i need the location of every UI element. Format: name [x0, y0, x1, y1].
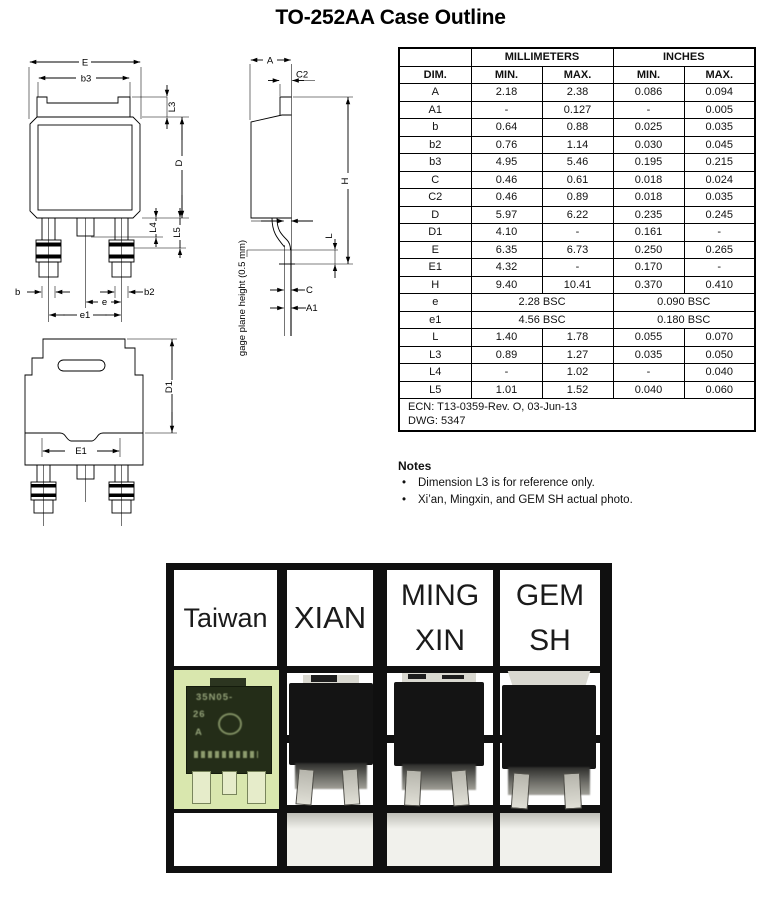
- photo-label-gemsh: [500, 570, 600, 666]
- photo-label-line: GEM: [515, 579, 585, 612]
- dim-label-e: e: [101, 297, 108, 308]
- table-row: [399, 311, 755, 329]
- package-lead: [295, 768, 314, 805]
- table-cell: L3: [399, 346, 471, 364]
- package-marking: 35N05-: [196, 692, 234, 703]
- package-body: [394, 682, 484, 766]
- table-cell: 0.127: [542, 101, 613, 119]
- table-cell: C2: [399, 189, 471, 207]
- table-cell: 0.265: [684, 241, 755, 259]
- table-cell: 0.018: [613, 189, 684, 207]
- table-cell: -: [684, 224, 755, 242]
- package-marking: A: [195, 727, 203, 738]
- in-min-header: MIN.: [613, 66, 684, 84]
- photo-cell: [387, 813, 493, 866]
- table-cell: 0.180 BSC: [613, 311, 755, 329]
- table-cell: 1.01: [471, 381, 542, 399]
- photo-label-line: XIN: [414, 624, 465, 657]
- table-row: [399, 329, 755, 347]
- table-cell: -: [542, 224, 613, 242]
- dim-label-L4: L4: [148, 222, 159, 233]
- table-cell: 4.32: [471, 259, 542, 277]
- table-row: [399, 346, 755, 364]
- package-tab-notch: [408, 674, 426, 679]
- photo-label-line: MING: [400, 579, 480, 612]
- table-cell: b: [399, 119, 471, 137]
- table-row: [399, 259, 755, 277]
- table-cell: 0.89: [542, 189, 613, 207]
- package-lead: [247, 771, 266, 804]
- table-cell: E1: [399, 259, 471, 277]
- dim-label-E: E: [81, 57, 89, 69]
- package-lead: [450, 769, 469, 806]
- table-cell: 0.46: [471, 171, 542, 189]
- package-body: [502, 685, 596, 769]
- inches-header: INCHES: [613, 48, 755, 66]
- dim-label-C2: C2: [296, 69, 309, 81]
- dim-label-C: C: [306, 285, 313, 296]
- dim-label-D1: D1: [164, 380, 175, 394]
- table-footer-row: [399, 399, 755, 432]
- in-max-header: MAX.: [684, 66, 755, 84]
- table-row: [399, 381, 755, 399]
- table-cell: 0.060: [684, 381, 755, 399]
- dim-table-body: [399, 84, 755, 399]
- table-cell: H: [399, 276, 471, 294]
- photo-label-line: XIAN: [293, 600, 367, 635]
- note-item: [402, 493, 748, 507]
- package-tab-notch: [311, 675, 337, 682]
- table-cell: 0.245: [684, 206, 755, 224]
- table-corner-cell: [399, 48, 471, 66]
- table-row: [399, 154, 755, 172]
- table-unit-header-row: [399, 48, 755, 66]
- table-cell: 6.73: [542, 241, 613, 259]
- table-row: [399, 119, 755, 137]
- package-lead: [404, 770, 422, 807]
- table-cell: 0.040: [684, 364, 755, 382]
- package-lead: [563, 773, 582, 810]
- note-text: Xi’an, Mingxin, and GEM SH actual photo.: [418, 494, 633, 506]
- table-cell: b2: [399, 136, 471, 154]
- dim-label-E1: E1: [75, 446, 87, 457]
- table-cell: 2.28 BSC: [471, 294, 613, 312]
- dwg-line: DWG: 5347: [408, 414, 466, 427]
- dim-label-b3: b3: [80, 73, 92, 85]
- table-cell: 0.410: [684, 276, 755, 294]
- photo-cell: [500, 813, 600, 866]
- package-gemsh: [502, 671, 596, 803]
- package-marking-strip: [194, 751, 258, 758]
- package-taiwan: [186, 678, 270, 808]
- table-cell: D: [399, 206, 471, 224]
- table-cell: 0.040: [613, 381, 684, 399]
- table-cell: 1.27: [542, 346, 613, 364]
- package-body: [289, 683, 373, 765]
- table-cell: D1: [399, 224, 471, 242]
- table-row: [399, 364, 755, 382]
- package-lead: [342, 768, 360, 805]
- table-cell: 0.086: [613, 84, 684, 102]
- notes-heading: Notes: [398, 459, 432, 473]
- bullet-icon: •: [402, 494, 407, 506]
- dim-label-A1: A1: [306, 303, 318, 314]
- table-cell: 1.14: [542, 136, 613, 154]
- package-body: [186, 686, 272, 774]
- dim-label-L3: L3: [167, 101, 178, 113]
- table-cell: 0.025: [613, 119, 684, 137]
- table-cell: 4.10: [471, 224, 542, 242]
- photo-label-xian: [287, 570, 373, 666]
- notes-section: [398, 459, 748, 510]
- table-row: [399, 276, 755, 294]
- table-cell: -: [542, 259, 613, 277]
- package-xian: [289, 675, 373, 801]
- table-row: [399, 84, 755, 102]
- photo-label-line: SH: [529, 624, 571, 657]
- table-cell: 0.61: [542, 171, 613, 189]
- dim-label-b: b: [15, 287, 21, 298]
- table-row: [399, 241, 755, 259]
- table-cell: 0.035: [613, 346, 684, 364]
- mm-max-header: MAX.: [542, 66, 613, 84]
- table-row: [399, 171, 755, 189]
- package-marking: 26: [193, 709, 206, 720]
- dim-label-H: H: [340, 177, 351, 185]
- ecn-line: ECN: T13-0359-Rev. O, 03-Jun-13: [408, 401, 577, 413]
- table-cell: C: [399, 171, 471, 189]
- millimeters-header: MILLIMETERS: [471, 48, 613, 66]
- dim-label-D: D: [174, 159, 185, 167]
- table-cell: 2.38: [542, 84, 613, 102]
- table-row: [399, 294, 755, 312]
- table-cell: 1.78: [542, 329, 613, 347]
- logo-circle-icon: [218, 713, 242, 735]
- table-cell: 4.95: [471, 154, 542, 172]
- bullet-icon: •: [402, 477, 407, 489]
- table-cell: E: [399, 241, 471, 259]
- table-cell: 0.161: [613, 224, 684, 242]
- dim-header: DIM.: [399, 66, 471, 84]
- table-cell: 0.250: [613, 241, 684, 259]
- table-cell: 0.89: [471, 346, 542, 364]
- table-cell: 0.018: [613, 171, 684, 189]
- table-cell: 0.005: [684, 101, 755, 119]
- dim-label-A: A: [266, 55, 274, 67]
- table-cell: A: [399, 84, 471, 102]
- mm-min-header: MIN.: [471, 66, 542, 84]
- gage-plane-note: gage plane height (0.5 mm): [237, 239, 248, 357]
- table-cell: 1.40: [471, 329, 542, 347]
- table-cell: 0.370: [613, 276, 684, 294]
- photo-label-taiwan: [174, 570, 277, 666]
- table-cell: 2.18: [471, 84, 542, 102]
- table-cell: 0.195: [613, 154, 684, 172]
- photo-cell: [174, 813, 277, 866]
- table-cell: 6.22: [542, 206, 613, 224]
- dim-label-b2: b2: [144, 287, 155, 298]
- dim-label-e1: e1: [79, 310, 91, 321]
- table-cell: 1.52: [542, 381, 613, 399]
- photo-panel: [166, 563, 612, 873]
- table-cell: 4.56 BSC: [471, 311, 613, 329]
- table-cell: -: [471, 364, 542, 382]
- table-column-header-row: [399, 66, 755, 84]
- table-row: [399, 136, 755, 154]
- table-cell: 0.76: [471, 136, 542, 154]
- table-cell: 5.46: [542, 154, 613, 172]
- package-tab-notch: [442, 675, 464, 679]
- table-cell: L: [399, 329, 471, 347]
- page-title: TO-252AA Case Outline: [275, 6, 506, 29]
- table-row: [399, 101, 755, 119]
- table-cell: 9.40: [471, 276, 542, 294]
- table-cell: L4: [399, 364, 471, 382]
- table-cell: 0.055: [613, 329, 684, 347]
- table-cell: e1: [399, 311, 471, 329]
- package-mingxin: [394, 673, 484, 801]
- photo-cell: [287, 813, 373, 866]
- table-cell: A1: [399, 101, 471, 119]
- side-view-drawing: [225, 40, 390, 375]
- table-row: [399, 224, 755, 242]
- dim-label-L: L: [324, 233, 335, 239]
- bottom-view-drawing: [5, 330, 210, 535]
- table-cell: -: [471, 101, 542, 119]
- table-cell: -: [684, 259, 755, 277]
- table-cell: 0.094: [684, 84, 755, 102]
- table-cell: 0.035: [684, 189, 755, 207]
- front-view-drawing: [5, 40, 205, 330]
- table-cell: L5: [399, 381, 471, 399]
- table-cell: 0.045: [684, 136, 755, 154]
- table-cell: 5.97: [471, 206, 542, 224]
- table-cell: 0.024: [684, 171, 755, 189]
- table-cell: b3: [399, 154, 471, 172]
- table-cell: 0.035: [684, 119, 755, 137]
- table-cell: 1.02: [542, 364, 613, 382]
- ecn-cell: [399, 399, 755, 432]
- table-cell: 0.090 BSC: [613, 294, 755, 312]
- table-cell: 0.235: [613, 206, 684, 224]
- table-cell: 6.35: [471, 241, 542, 259]
- table-cell: 0.46: [471, 189, 542, 207]
- table-cell: 0.215: [684, 154, 755, 172]
- table-cell: 0.030: [613, 136, 684, 154]
- table-cell: 0.64: [471, 119, 542, 137]
- package-lead: [192, 771, 211, 804]
- photo-label-line: Taiwan: [183, 602, 268, 633]
- package-lead: [511, 772, 530, 809]
- table-cell: 0.050: [684, 346, 755, 364]
- table-cell: 0.88: [542, 119, 613, 137]
- table-row: [399, 189, 755, 207]
- dim-label-L5: L5: [172, 227, 183, 238]
- table-row: [399, 206, 755, 224]
- package-lead: [222, 771, 237, 795]
- note-item: [402, 476, 748, 490]
- dimension-table: [398, 47, 756, 432]
- table-cell: -: [613, 101, 684, 119]
- table-cell: e: [399, 294, 471, 312]
- photo-label-mingxin: [387, 570, 493, 666]
- table-cell: 10.41: [542, 276, 613, 294]
- note-text: Dimension L3 is for reference only.: [418, 477, 595, 489]
- table-cell: -: [613, 364, 684, 382]
- table-cell: 0.070: [684, 329, 755, 347]
- table-cell: 0.170: [613, 259, 684, 277]
